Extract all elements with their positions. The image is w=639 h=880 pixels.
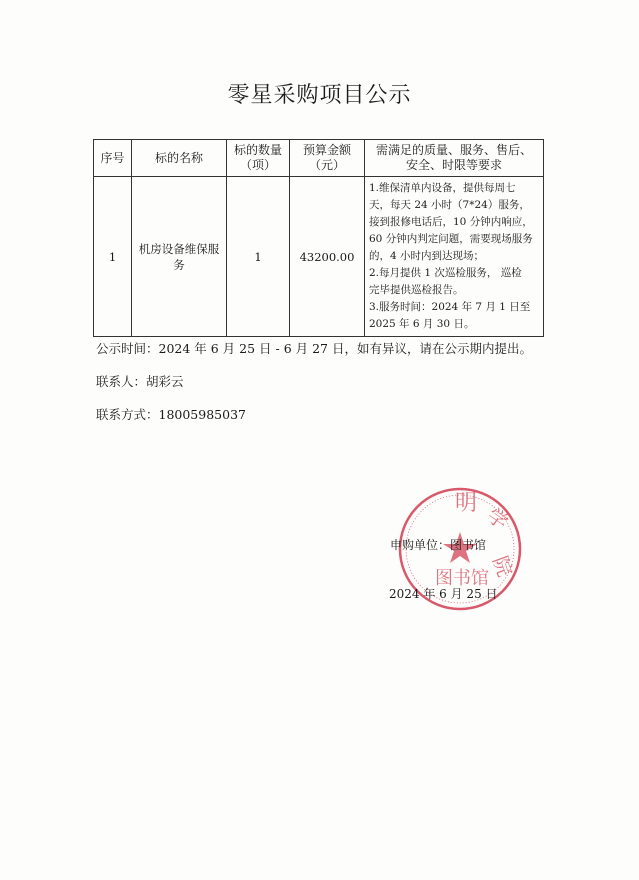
cell-name <box>132 177 227 337</box>
seal-char: 明 <box>455 491 478 516</box>
header-req-line1: 需满足的质量、服务、售后、 <box>375 143 532 157</box>
seal-char: 图书馆 <box>435 568 489 589</box>
notice-period: 公示时间：2024 年 6 月 25 日 - 6 月 27 日，如有异议，请在公示期内提出。 <box>96 341 532 356</box>
seal-char: 学 <box>482 502 513 535</box>
cell-no: 1 <box>94 177 132 337</box>
cell-name-line1: 机房设备维保服 <box>138 241 220 256</box>
document-date: 2024 年 6 月 25 日 <box>389 587 498 601</box>
header-qty-line1: 标的数量 <box>233 143 282 157</box>
req-line: 1.维保清单内设备，提供每周七 <box>369 182 516 194</box>
procurement-table <box>93 139 544 337</box>
cell-requirements <box>365 177 544 337</box>
req-line: 完毕提供巡检报告。 <box>369 284 464 296</box>
table-row <box>94 177 544 337</box>
header-budget-line1: 预算金额 <box>302 143 351 157</box>
req-line: 2025 年 6 月 30 日。 <box>369 318 475 330</box>
req-line: 3.服务时间：2024 年 7 月 1 日至 <box>369 301 531 313</box>
contact-phone: 联系方式：18005985037 <box>96 407 246 422</box>
req-line: 2.每月提供 1 次巡检服务， 巡检 <box>369 267 522 279</box>
cell-name-line2: 务 <box>173 257 185 272</box>
cell-qty: 1 <box>227 177 290 337</box>
req-line: 接到报修电话后，10 分钟内响应， <box>369 216 533 228</box>
header-qty-line2: （项） <box>239 158 276 172</box>
req-line: 天，每天 24 小时（7*24）服务， <box>369 199 530 211</box>
contact-person: 联系人：胡彩云 <box>96 374 184 389</box>
req-line: 60 分钟内判定问题，需要现场服务 <box>369 233 533 245</box>
table-header-row <box>94 140 544 177</box>
document-title: 零星采购项目公示 <box>227 83 412 108</box>
header-qty <box>227 140 290 177</box>
header-name: 标的名称 <box>132 140 227 177</box>
seal-char: 院 <box>488 552 518 580</box>
purchasing-unit: 申购单位：图书馆 <box>390 538 487 552</box>
req-line: 的，4 小时内到达现场； <box>369 250 485 262</box>
header-budget-line2: （元） <box>308 158 345 172</box>
header-requirements <box>365 140 544 177</box>
header-req-line2: 安全、时限等要求 <box>405 158 502 172</box>
header-no: 序号 <box>94 140 132 177</box>
header-budget <box>290 140 365 177</box>
cell-budget: 43200.00 <box>290 177 365 337</box>
